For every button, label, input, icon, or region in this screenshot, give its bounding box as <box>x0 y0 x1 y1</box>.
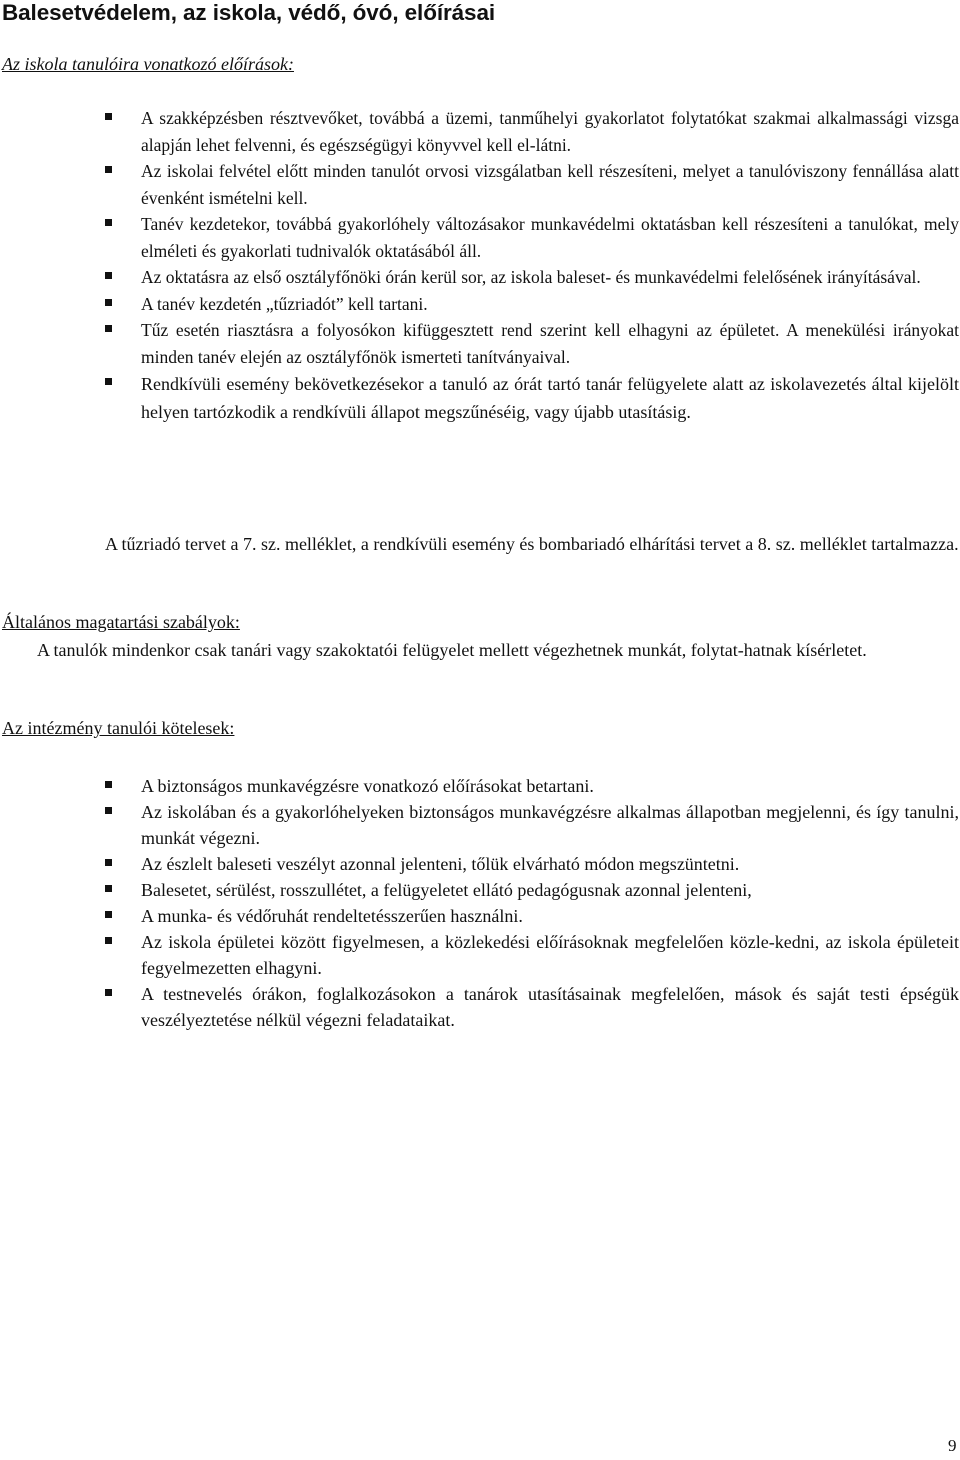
fire-drill-note: A tűzriadó tervet a 7. sz. melléklet, a rendkívüli esemény és bombariadó elhárítási tervet a 8. sz. melléklet tartalmazza. <box>105 534 959 554</box>
student-rules-list <box>105 105 959 426</box>
section-heading-student-duties: Az intézmény tanulói kötelesek: <box>2 718 235 738</box>
square-bullet-icon <box>105 272 112 279</box>
square-bullet-icon <box>105 781 112 788</box>
document-title: Balesetvédelem, az iskola, védő, óvó, előírásai <box>2 0 496 25</box>
list-item: Az oktatásra az első osztályfőnöki órán kerül sor, az iskola baleset- és munkavédelmi felelősének irányításával. <box>105 264 959 291</box>
list-item: Az észlelt baleseti veszélyt azonnal jelenteni, tőlük elvárható módon megszüntetni. <box>105 851 959 877</box>
page-number: 9 <box>948 1436 957 1455</box>
general-rules-text: A tanulók mindenkor csak tanári vagy szakoktatói felügyelet mellett végezhetnek munkát, folytat-hatnak kísérletet. <box>37 640 867 660</box>
square-bullet-icon <box>105 299 112 306</box>
list-item: A biztonságos munkavégzésre vonatkozó előírásokat betartani. <box>105 773 959 799</box>
section-heading-student-rules: Az iskola tanulóira vonatkozó előírások: <box>2 54 294 74</box>
square-bullet-icon <box>105 378 112 385</box>
square-bullet-icon <box>105 219 112 226</box>
square-bullet-icon <box>105 807 112 814</box>
list-item: Az iskolában és a gyakorlóhelyeken biztonságos munkavégzésre alkalmas állapotban megjelenni, és így tanulni, munkát végezni. <box>105 799 959 851</box>
square-bullet-icon <box>105 166 112 173</box>
list-item: A szakképzésben résztvevőket, továbbá a üzemi, tanműhelyi gyakorlatot folytatókat szakmai alkalmassági vizsga alapján lehet felvenni, és egészségügyi könyvvel kell el-látni. <box>105 105 959 158</box>
square-bullet-icon <box>105 859 112 866</box>
section-heading-general-rules: Általános magatartási szabályok: <box>2 612 240 632</box>
square-bullet-icon <box>105 885 112 892</box>
list-item: Balesetet, sérülést, rosszullétet, a felügyeletet ellátó pedagógusnak azonnal jelenteni, <box>105 877 959 903</box>
list-item: Rendkívüli esemény bekövetkezésekor a tanuló az órát tartó tanár felügyelete alatt az iskolavezetés által kijelölt helyen tartózkodik a rendkívüli állapot megszűnéséig, vagy újabb utasításig. <box>105 370 959 426</box>
list-item: Tűz esetén riasztásra a folyosókon kifüggesztett rend szerint kell elhagyni az épületet. A menekülési irányokat minden tanév elején az osztályfőnök ismerteti tanítványaival. <box>105 317 959 370</box>
list-item: A munka- és védőruhát rendeltetésszerűen használni. <box>105 903 959 929</box>
square-bullet-icon <box>105 911 112 918</box>
square-bullet-icon <box>105 325 112 332</box>
square-bullet-icon <box>105 113 112 120</box>
list-item: A testnevelés órákon, foglalkozásokon a tanárok utasításainak megfelelően, mások és saját testi épségük veszélyeztetése nélkül végezni feladataikat. <box>105 981 959 1033</box>
square-bullet-icon <box>105 989 112 996</box>
square-bullet-icon <box>105 937 112 944</box>
list-item: A tanév kezdetén „tűzriadót” kell tartani. <box>105 291 959 318</box>
student-duties-list <box>105 773 959 1033</box>
list-item: Tanév kezdetekor, továbbá gyakorlóhely változásakor munkavédelmi oktatásban kell részesíteni a tanulókat, mely elméleti és gyakorlati tudnivalók oktatásából áll. <box>105 211 959 264</box>
list-item: Az iskola épületei között figyelmesen, a közlekedési előírásoknak megfelelően közle-kedni, az iskola épületeit fegyelmezetten elhagyni. <box>105 929 959 981</box>
list-item: Az iskolai felvétel előtt minden tanulót orvosi vizsgálatban kell részesíteni, melyet a tanulóviszony fennállása alatt évenként ismételni kell. <box>105 158 959 211</box>
